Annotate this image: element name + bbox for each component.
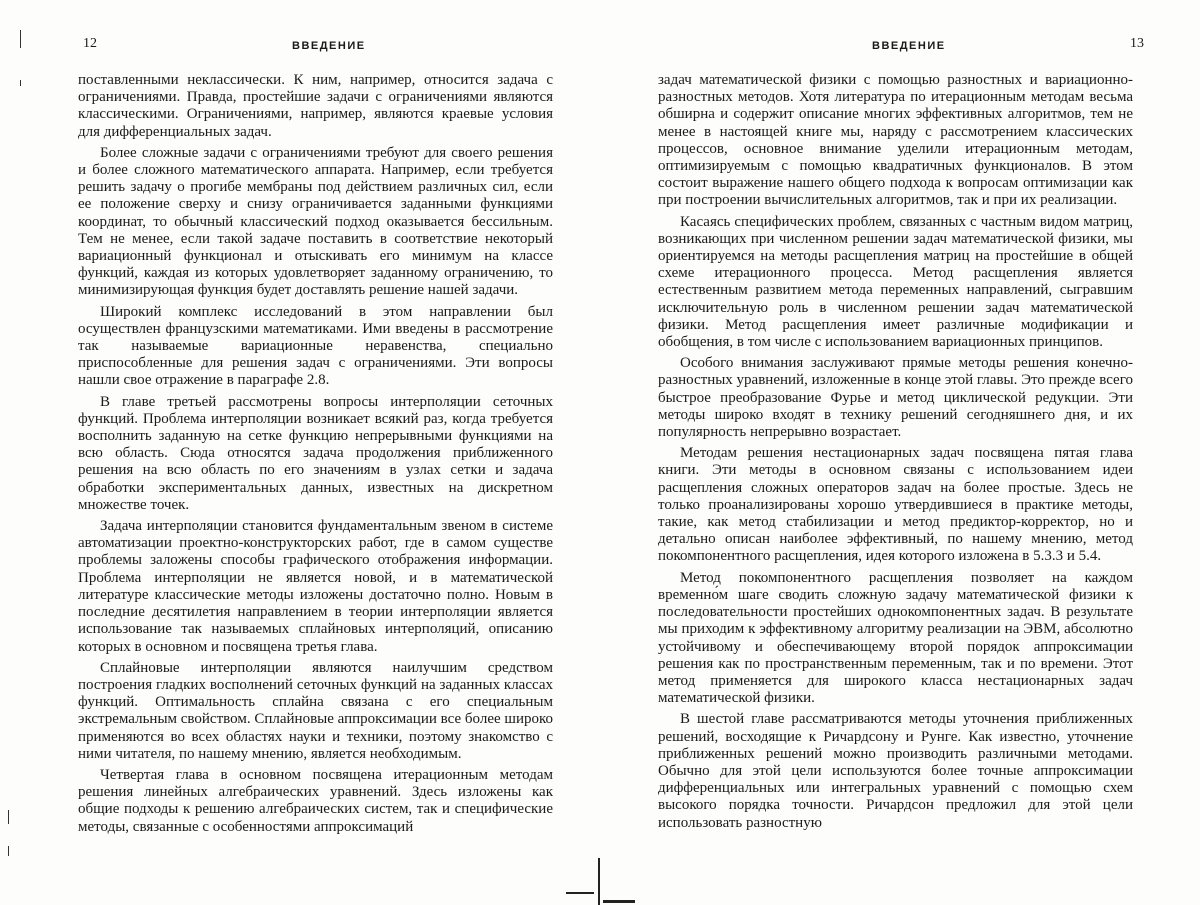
paragraph: задач математической физики с помощью разностных и вариационно-разностных методов. Хотя литература по итерационным методам весьма обширна и содержит описание многих эффективных алгоритмов, тем не менее в настоящей книге мы, наряду с рассмотрением классических процессов, основное внимание уделили итерационным методам, оптимизируемым с помощью квадратичных функционалов. В этом состоит выражение нашего общего подхода к вопросам оптимизации как при построении вычислительных алгоритмов, так и при их реализации. [658, 72, 1133, 209]
paragraph: Особого внимания заслуживают прямые методы решения конечно-разностных уравнений, изложенные в конце этой главы. Это прежде всего быстрое преобразование Фурье и метод циклической редукции. Эти методы широко входят в технику решений сегодняшнего дня, и их популярность непрерывно возрастает. [658, 355, 1133, 441]
paragraph: Широкий комплекс исследований в этом направлении был осуществлен французскими математиками. Ими введены в рассмотрение так называемые вариационные неравенства, специально приспособленные для решения задач с ограничениями. Эти вопросы нашли свое отражение в параграфе 2.8. [78, 303, 553, 389]
paragraph: поставленными неклассически. К ним, например, относится задача с ограничениями. Правда, простейшие задачи с ограничениями являются классическими. Ограничениями, например, являются краевые условия для дифференциальных задач. [78, 72, 553, 140]
paragraph: Более сложные задачи с ограничениями требуют для своего решения и более сложного математического аппарата. Например, если требуется решить задачу о прогибе мембраны под действием различных сил, если ее положение сверху и снизу ограничивается заданными функциями координат, то обычный классический подход оказывается бессильным. Тем не менее, если такой задаче поставить в соответствие некоторый вариационный функционал и отыскивать его минимум на классе функций, каждая из которых удовлетворяет заданному ограничению, то минимизирующая функция будет доставлять решение нашей задачи. [78, 144, 553, 299]
edge-mark [20, 80, 21, 86]
running-head-left: ВВЕДЕНИЕ [292, 40, 366, 52]
paragraph: Сплайновые интерполяции являются наилучшим средством построения гладких восполнений сеточных функций на заданных классах функций. Оптимальность сплайна связана с его специальным экстремальным свойством. Сплайновые аппроксимации все более широко применяются во всех областях науки и техники, поэтому знакомство с ними читателя, по нашему мнению, является необходимым. [78, 659, 553, 762]
paragraph: Задача интерполяции становится фундаментальным звеном в системе автоматизации проектно-конструкторских работ, где в самом существе проблемы заложены способы графического отображения информации. Проблема интерполяции не является новой, и в математической литературе классические методы изложены достаточно полно. Новым в последние десятилетия направлением в теории интерполяции является использование так называемых сплайновых интерполяций, описанию которых в основном и посвящена третья глава. [78, 518, 553, 655]
gutter-mark [566, 892, 594, 894]
gutter-mark [603, 900, 635, 903]
page-number-left: 12 [83, 36, 97, 51]
left-page-body [78, 72, 553, 836]
edge-mark [20, 30, 21, 48]
right-page-body [658, 72, 1133, 832]
page-number-right: 13 [1130, 36, 1144, 51]
paragraph: Метод покомпонентного расщепления позволяет на каждом временно́м шаге сводить сложную задачу математической физики к последовательности простейших однокомпонентных задач. В результате мы приходим к эффективному алгоритму реализации на ЭВМ, абсолютно устойчивому и обеспечивающему второй порядок аппроксимации решения как по пространственным переменным, так и по времени. Этот метод применяется для широкого класса нестационарных задач математической физики. [658, 569, 1133, 707]
paragraph: В шестой главе рассматриваются методы уточнения приближенных решений, восходящие к Ричардсону и Рунге. Как известно, уточнение приближенных решений можно производить различными методами. Обычно для этой цели используются более точные аппроксимации дифференциальных или интегральных уравнений с помощью схем высокого порядка точности. Ричардсон предложил для этой цели использовать разностную [658, 711, 1133, 831]
gutter-mark [598, 858, 600, 905]
paragraph: Методам решения нестационарных задач посвящена пятая глава книги. Эти методы в основном связаны с использованием идеи расщепления сложных операторов задач на более простые. Здесь не только проанализированы хорошо утвердившиеся в практике методы, такие, как метод стабилизации и метод предиктор-корректор, но и детально описан наиболее эффективный, по нашему мнению, метод покомпонентного расщепления, идея которого изложена в 5.3.3 и 5.4. [658, 445, 1133, 565]
edge-mark [8, 846, 9, 856]
paragraph: Касаясь специфических проблем, связанных с частным видом матриц, возникающих при численном решении задач математической физики, мы ориентируемся на методы расщепления матриц на простейшие в общей схеме итерационного процесса. Метод расщепления является естественным развитием метода переменных направлений, сыгравшим исключительную роль в численном решении задач математической физики. Метод расщепления имеет различные модификации и обобщения, в том числе с использованием вариационных принципов. [658, 213, 1133, 351]
paragraph: Четвертая глава в основном посвящена итерационным методам решения линейных алгебраических уравнений. Здесь изложены как общие подходы к решению алгебраических систем, так и специфические методы, связанные с особенностями аппроксимаций [78, 766, 553, 835]
paragraph: В главе третьей рассмотрены вопросы интерполяции сеточных функций. Проблема интерполяции возникает всякий раз, когда требуется восполнить заданную на сетке функцию непрерывными функциями на всю область. Сюда относятся задача продолжения приближенного решения на всю область по его значениям в узлах сетки и задача обработки экспериментальных данных, известных на дискретном множестве точек. [78, 393, 553, 513]
running-head-right: ВВЕДЕНИЕ [872, 40, 946, 52]
right-page [600, 0, 1200, 905]
edge-mark [8, 810, 9, 824]
